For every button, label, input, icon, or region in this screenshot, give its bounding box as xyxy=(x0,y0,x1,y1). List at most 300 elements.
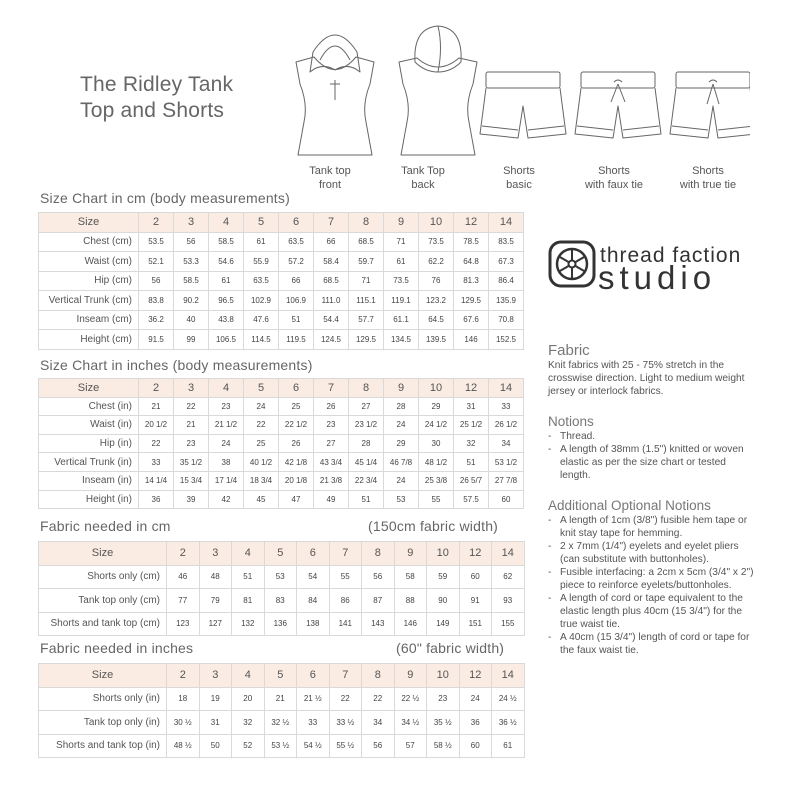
row-label: Shorts only (in) xyxy=(39,687,167,711)
table-row xyxy=(39,252,524,272)
table-cell: 56 xyxy=(362,565,395,589)
table-cell: 27 xyxy=(314,434,349,453)
table-cell: 62.2 xyxy=(419,252,454,272)
table-cell: 63.5 xyxy=(279,232,314,252)
table-cell: 45 1/4 xyxy=(349,453,384,472)
table-cell: 34 xyxy=(362,711,395,735)
table-cell: 63.5 xyxy=(244,271,279,291)
page-title xyxy=(80,72,233,124)
table-header-cell: 9 xyxy=(384,379,419,398)
fabric-info xyxy=(548,342,758,398)
table-cell: 48 ½ xyxy=(167,734,200,758)
table-cell: 54 ½ xyxy=(297,734,330,758)
table-header-cell: 8 xyxy=(349,213,384,233)
row-label: Vertical Trunk (cm) xyxy=(39,291,139,311)
table-cell: 68.5 xyxy=(349,232,384,252)
table-cell: 32 xyxy=(454,434,489,453)
table-cell: 96.5 xyxy=(209,291,244,311)
table-cell: 86 xyxy=(329,589,362,613)
table-cell: 86.4 xyxy=(489,271,524,291)
table-header-cell: 7 xyxy=(314,379,349,398)
table-cell: 64.8 xyxy=(454,252,489,272)
brand-logo-icon xyxy=(548,240,596,288)
table-cell: 53.3 xyxy=(174,252,209,272)
table-header-cell: 6 xyxy=(297,664,330,688)
table-cell: 58.5 xyxy=(209,232,244,252)
table-cell: 14 1/4 xyxy=(139,471,174,490)
notions-item: - A length of 38mm (1.5") knitted or woven elastic as per the size chart or tested length. xyxy=(548,443,758,482)
table-cell: 84 xyxy=(297,589,330,613)
table-row xyxy=(39,291,524,311)
table-cell: 73.5 xyxy=(419,232,454,252)
table-cell: 35 1/2 xyxy=(174,453,209,472)
table-cell: 71 xyxy=(349,271,384,291)
table-cell: 53.5 xyxy=(139,232,174,252)
table-cell: 53 ½ xyxy=(264,734,297,758)
table-header-cell: Size xyxy=(39,213,139,233)
table-cell: 53 xyxy=(264,565,297,589)
table-header-cell: 6 xyxy=(297,542,330,566)
table-row xyxy=(39,612,525,636)
table-header-cell: 12 xyxy=(454,379,489,398)
size-chart-in-table xyxy=(38,378,524,509)
table-cell: 54.4 xyxy=(314,310,349,330)
caption-tank-top-front: Tank top front xyxy=(309,165,351,191)
table-cell: 91 xyxy=(459,589,492,613)
table-cell: 48 1/2 xyxy=(419,453,454,472)
table-header-cell: 10 xyxy=(419,379,454,398)
table-cell: 90 xyxy=(427,589,460,613)
table-cell: 32 ½ xyxy=(264,711,297,735)
table-cell: 22 xyxy=(244,416,279,435)
table-cell: 55.9 xyxy=(244,252,279,272)
table-cell: 30 xyxy=(419,434,454,453)
tank-top-front-drawing xyxy=(296,35,374,155)
table-row xyxy=(39,310,524,330)
table-cell: 46 xyxy=(167,565,200,589)
table-cell: 34 xyxy=(489,434,524,453)
row-label: Inseam (in) xyxy=(39,471,139,490)
table-cell: 24 xyxy=(209,434,244,453)
optional-notions-item: - 2 x 7mm (1/4") eyelets and eyelet pliers (can substitute with buttonholes). xyxy=(548,540,758,566)
table-cell: 53 1/2 xyxy=(489,453,524,472)
row-label: Inseam (cm) xyxy=(39,310,139,330)
table-cell: 67.6 xyxy=(454,310,489,330)
table-cell: 26 xyxy=(314,397,349,416)
table-cell: 152.5 xyxy=(489,330,524,350)
caption-shorts-true-tie: Shorts with true tie xyxy=(679,165,737,191)
brand-name-line-2: studio xyxy=(598,259,717,296)
table-cell: 26 1/2 xyxy=(489,416,524,435)
table-cell: 129.5 xyxy=(454,291,489,311)
table-cell: 123 xyxy=(167,612,200,636)
table-header-cell: 6 xyxy=(279,213,314,233)
table-header-cell: 9 xyxy=(394,664,427,688)
table-cell: 20 1/2 xyxy=(139,416,174,435)
table-header-cell: 4 xyxy=(209,213,244,233)
optional-notions-item: - A length of cord or tape equivalent to the elastic length plus 40cm (15 3/4") for the true waist tie. xyxy=(548,592,758,631)
table-cell: 52.1 xyxy=(139,252,174,272)
table-cell: 22 xyxy=(362,687,395,711)
table-cell: 68.5 xyxy=(314,271,349,291)
table-cell: 58.5 xyxy=(174,271,209,291)
brand-name-line-1: thread faction xyxy=(600,244,742,267)
table-cell: 22 xyxy=(174,397,209,416)
table-cell: 91.5 xyxy=(139,330,174,350)
notions-item: - Thread. xyxy=(548,430,758,443)
table-cell: 111.0 xyxy=(314,291,349,311)
table-cell: 61 xyxy=(209,271,244,291)
row-label: Tank top only (in) xyxy=(39,711,167,735)
table-cell: 24 xyxy=(384,471,419,490)
table-cell: 58 xyxy=(394,565,427,589)
table-header-cell: 9 xyxy=(384,213,419,233)
table-cell: 146 xyxy=(454,330,489,350)
table-cell: 53 xyxy=(384,490,419,509)
table-cell: 45 xyxy=(244,490,279,509)
table-cell: 27 xyxy=(349,397,384,416)
fabric-cm-width-note: (150cm fabric width) xyxy=(368,518,499,534)
table-cell: 26 5/7 xyxy=(454,471,489,490)
table-cell: 115.1 xyxy=(349,291,384,311)
table-cell: 58.4 xyxy=(314,252,349,272)
tank-top-back-drawing xyxy=(399,26,477,155)
table-cell: 62 xyxy=(492,565,525,589)
table-cell: 60 xyxy=(489,490,524,509)
row-label: Tank top only (cm) xyxy=(39,589,167,613)
table-cell: 23 xyxy=(209,397,244,416)
table-cell: 58 ½ xyxy=(427,734,460,758)
table-header-cell: 14 xyxy=(489,213,524,233)
table-header-cell: 5 xyxy=(264,542,297,566)
row-label: Height (cm) xyxy=(39,330,139,350)
table-cell: 51 xyxy=(454,453,489,472)
table-cell: 119.1 xyxy=(384,291,419,311)
table-cell: 51 xyxy=(279,310,314,330)
table-cell: 124.5 xyxy=(314,330,349,350)
table-cell: 20 1/8 xyxy=(279,471,314,490)
table-header-cell: 10 xyxy=(427,664,460,688)
table-cell: 79 xyxy=(199,589,232,613)
table-cell: 59.7 xyxy=(349,252,384,272)
fabric-cm-table xyxy=(38,541,525,636)
table-cell: 70.8 xyxy=(489,310,524,330)
table-cell: 87 xyxy=(362,589,395,613)
table-header-cell: 14 xyxy=(492,664,525,688)
table-cell: 18 xyxy=(167,687,200,711)
table-cell: 31 xyxy=(199,711,232,735)
table-header-row xyxy=(39,542,525,566)
table-cell: 114.5 xyxy=(244,330,279,350)
fabric-info-text: Knit fabrics with 25 - 75% stretch in the crosswise direction. Light to medium weight jersey or interlock fabrics. xyxy=(548,360,745,397)
table-header-cell: Size xyxy=(39,664,167,688)
table-cell: 24 xyxy=(244,397,279,416)
optional-notions xyxy=(548,498,758,657)
table-cell: 28 xyxy=(384,397,419,416)
optional-notions-item: - Fusible interfacing: a 2cm x 5cm (3/4" x 2") piece to reinforce eyelets/buttonholes. xyxy=(548,566,758,592)
table-cell: 134.5 xyxy=(384,330,419,350)
table-cell: 81 xyxy=(232,589,265,613)
table-cell: 22 ½ xyxy=(394,687,427,711)
table-cell: 40 xyxy=(174,310,209,330)
table-cell: 33 xyxy=(297,711,330,735)
table-cell: 51 xyxy=(349,490,384,509)
table-cell: 93 xyxy=(492,589,525,613)
table-cell: 59 xyxy=(427,565,460,589)
table-cell: 56 xyxy=(139,271,174,291)
table-cell: 27 7/8 xyxy=(489,471,524,490)
table-cell: 151 xyxy=(459,612,492,636)
table-cell: 123.2 xyxy=(419,291,454,311)
table-cell: 127 xyxy=(199,612,232,636)
table-cell: 43.8 xyxy=(209,310,244,330)
table-cell: 29 xyxy=(419,397,454,416)
table-cell: 76 xyxy=(419,271,454,291)
table-cell: 149 xyxy=(427,612,460,636)
table-cell: 52 xyxy=(232,734,265,758)
table-cell: 67.3 xyxy=(489,252,524,272)
table-cell: 26 xyxy=(279,434,314,453)
table-row xyxy=(39,434,524,453)
table-cell: 136 xyxy=(264,612,297,636)
table-cell: 83 xyxy=(264,589,297,613)
table-cell: 106.5 xyxy=(209,330,244,350)
table-cell: 24 ½ xyxy=(492,687,525,711)
table-cell: 129.5 xyxy=(349,330,384,350)
table-cell: 60 xyxy=(459,734,492,758)
table-cell: 34 ½ xyxy=(394,711,427,735)
row-label: Hip (in) xyxy=(39,434,139,453)
table-header-row xyxy=(39,664,525,688)
table-cell: 61.1 xyxy=(384,310,419,330)
table-cell: 64.5 xyxy=(419,310,454,330)
table-cell: 155 xyxy=(492,612,525,636)
caption-shorts-basic: Shorts basic xyxy=(503,165,535,191)
table-header-cell: 8 xyxy=(362,542,395,566)
table-row xyxy=(39,711,525,735)
row-label: Vertical Trunk (in) xyxy=(39,453,139,472)
table-header-cell: Size xyxy=(39,379,139,398)
row-label: Shorts and tank top (cm) xyxy=(39,612,167,636)
table-header-cell: 2 xyxy=(139,379,174,398)
table-cell: 36.2 xyxy=(139,310,174,330)
table-cell: 23 xyxy=(174,434,209,453)
table-header-cell: 7 xyxy=(314,213,349,233)
table-cell: 102.9 xyxy=(244,291,279,311)
table-header-cell: 5 xyxy=(244,379,279,398)
table-cell: 33 xyxy=(139,453,174,472)
title-line-2: Top and Shorts xyxy=(80,99,225,122)
table-cell: 38 xyxy=(209,453,244,472)
row-label: Waist (cm) xyxy=(39,252,139,272)
caption-shorts-faux-tie: Shorts with faux tie xyxy=(584,165,644,191)
table-cell: 146 xyxy=(394,612,427,636)
table-cell: 32 xyxy=(232,711,265,735)
row-label: Shorts only (cm) xyxy=(39,565,167,589)
table-header-cell: 2 xyxy=(167,542,200,566)
table-cell: 66 xyxy=(314,232,349,252)
size-chart-cm-heading: Size Chart in cm (body measurements) xyxy=(40,190,290,206)
table-cell: 49 xyxy=(314,490,349,509)
table-header-cell: 4 xyxy=(209,379,244,398)
row-label: Height (in) xyxy=(39,490,139,509)
table-cell: 138 xyxy=(297,612,330,636)
table-cell: 61 xyxy=(384,252,419,272)
table-cell: 48 xyxy=(199,565,232,589)
shorts-true-tie-drawing xyxy=(670,72,750,138)
row-label: Chest (in) xyxy=(39,397,139,416)
table-row xyxy=(39,490,524,509)
table-cell: 31 xyxy=(454,397,489,416)
table-cell: 42 xyxy=(209,490,244,509)
table-header-cell: 5 xyxy=(264,664,297,688)
garment-illustrations xyxy=(290,22,750,157)
table-cell: 57.2 xyxy=(279,252,314,272)
table-row xyxy=(39,471,524,490)
title-line-1: The Ridley Tank xyxy=(80,73,234,96)
table-cell: 83.5 xyxy=(489,232,524,252)
table-cell: 42 1/8 xyxy=(279,453,314,472)
table-cell: 55 xyxy=(329,565,362,589)
table-header-cell: 10 xyxy=(427,542,460,566)
table-cell: 35 ½ xyxy=(427,711,460,735)
table-header-row xyxy=(39,213,524,233)
table-cell: 50 xyxy=(199,734,232,758)
table-row xyxy=(39,232,524,252)
table-row xyxy=(39,565,525,589)
table-cell: 40 1/2 xyxy=(244,453,279,472)
table-header-cell: 14 xyxy=(489,379,524,398)
table-row xyxy=(39,589,525,613)
table-cell: 30 ½ xyxy=(167,711,200,735)
table-cell: 25 xyxy=(279,397,314,416)
table-header-cell: 7 xyxy=(329,542,362,566)
optional-notions-heading: Additional Optional Notions xyxy=(548,498,711,513)
table-cell: 21 1/2 xyxy=(209,416,244,435)
table-header-cell: Size xyxy=(39,542,167,566)
table-row xyxy=(39,271,524,291)
table-cell: 21 xyxy=(174,416,209,435)
table-cell: 61 xyxy=(244,232,279,252)
table-header-cell: 3 xyxy=(174,379,209,398)
table-cell: 36 xyxy=(139,490,174,509)
fabric-cm-heading: Fabric needed in cm xyxy=(40,518,171,534)
table-header-cell: 2 xyxy=(139,213,174,233)
table-cell: 28 xyxy=(349,434,384,453)
table-header-cell: 14 xyxy=(492,542,525,566)
table-header-cell: 5 xyxy=(244,213,279,233)
table-cell: 119.5 xyxy=(279,330,314,350)
table-header-row xyxy=(39,379,524,398)
table-cell: 19 xyxy=(199,687,232,711)
table-cell: 23 xyxy=(427,687,460,711)
fabric-info-heading: Fabric xyxy=(548,342,590,359)
table-cell: 47.6 xyxy=(244,310,279,330)
table-cell: 21 3/8 xyxy=(314,471,349,490)
table-header-cell: 3 xyxy=(199,542,232,566)
table-cell: 18 3/4 xyxy=(244,471,279,490)
table-cell: 57.5 xyxy=(454,490,489,509)
table-row xyxy=(39,687,525,711)
table-cell: 77 xyxy=(167,589,200,613)
size-chart-cm-table xyxy=(38,212,524,350)
table-header-cell: 4 xyxy=(232,664,265,688)
table-cell: 73.5 xyxy=(384,271,419,291)
table-cell: 22 1/2 xyxy=(279,416,314,435)
table-cell: 25 1/2 xyxy=(454,416,489,435)
table-header-cell: 8 xyxy=(349,379,384,398)
size-chart-in-heading: Size Chart in inches (body measurements) xyxy=(40,357,313,373)
table-cell: 33 xyxy=(489,397,524,416)
fabric-in-heading: Fabric needed in inches xyxy=(40,640,194,656)
table-cell: 57.7 xyxy=(349,310,384,330)
table-row xyxy=(39,734,525,758)
table-row xyxy=(39,330,524,350)
table-row xyxy=(39,397,524,416)
table-cell: 23 xyxy=(314,416,349,435)
table-row xyxy=(39,453,524,472)
table-cell: 141 xyxy=(329,612,362,636)
table-cell: 139.5 xyxy=(419,330,454,350)
table-cell: 143 xyxy=(362,612,395,636)
table-cell: 61 xyxy=(492,734,525,758)
table-cell: 24 1/2 xyxy=(419,416,454,435)
table-header-cell: 12 xyxy=(459,664,492,688)
table-cell: 55 xyxy=(419,490,454,509)
table-cell: 54.6 xyxy=(209,252,244,272)
table-cell: 78.5 xyxy=(454,232,489,252)
table-header-cell: 6 xyxy=(279,379,314,398)
table-cell: 71 xyxy=(384,232,419,252)
table-cell: 54 xyxy=(297,565,330,589)
table-cell: 66 xyxy=(279,271,314,291)
table-header-cell: 12 xyxy=(459,542,492,566)
table-cell: 99 xyxy=(174,330,209,350)
table-header-cell: 10 xyxy=(419,213,454,233)
table-cell: 56 xyxy=(174,232,209,252)
table-cell: 22 xyxy=(139,434,174,453)
row-label: Waist (in) xyxy=(39,416,139,435)
optional-notions-item: - A 40cm (15 3/4") length of cord or tape for the faux waist tie. xyxy=(548,631,758,657)
shorts-faux-tie-drawing xyxy=(575,72,661,138)
table-header-cell: 7 xyxy=(329,664,362,688)
row-label: Hip (cm) xyxy=(39,271,139,291)
table-cell: 81.3 xyxy=(454,271,489,291)
table-cell: 36 xyxy=(459,711,492,735)
table-header-cell: 2 xyxy=(167,664,200,688)
table-cell: 25 xyxy=(244,434,279,453)
table-cell: 83.8 xyxy=(139,291,174,311)
caption-tank-top-back: Tank Top back xyxy=(401,165,445,191)
shorts-basic-drawing xyxy=(480,72,566,138)
table-cell: 51 xyxy=(232,565,265,589)
table-cell: 22 xyxy=(329,687,362,711)
table-cell: 23 1/2 xyxy=(349,416,384,435)
table-cell: 21 ½ xyxy=(297,687,330,711)
table-cell: 17 1/4 xyxy=(209,471,244,490)
table-cell: 88 xyxy=(394,589,427,613)
table-header-cell: 9 xyxy=(394,542,427,566)
fabric-in-width-note: (60" fabric width) xyxy=(396,640,505,656)
table-cell: 24 xyxy=(384,416,419,435)
table-header-cell: 8 xyxy=(362,664,395,688)
table-cell: 90.2 xyxy=(174,291,209,311)
fabric-in-table xyxy=(38,663,525,758)
table-cell: 60 xyxy=(459,565,492,589)
table-header-cell: 3 xyxy=(174,213,209,233)
table-cell: 47 xyxy=(279,490,314,509)
row-label: Shorts and tank top (in) xyxy=(39,734,167,758)
